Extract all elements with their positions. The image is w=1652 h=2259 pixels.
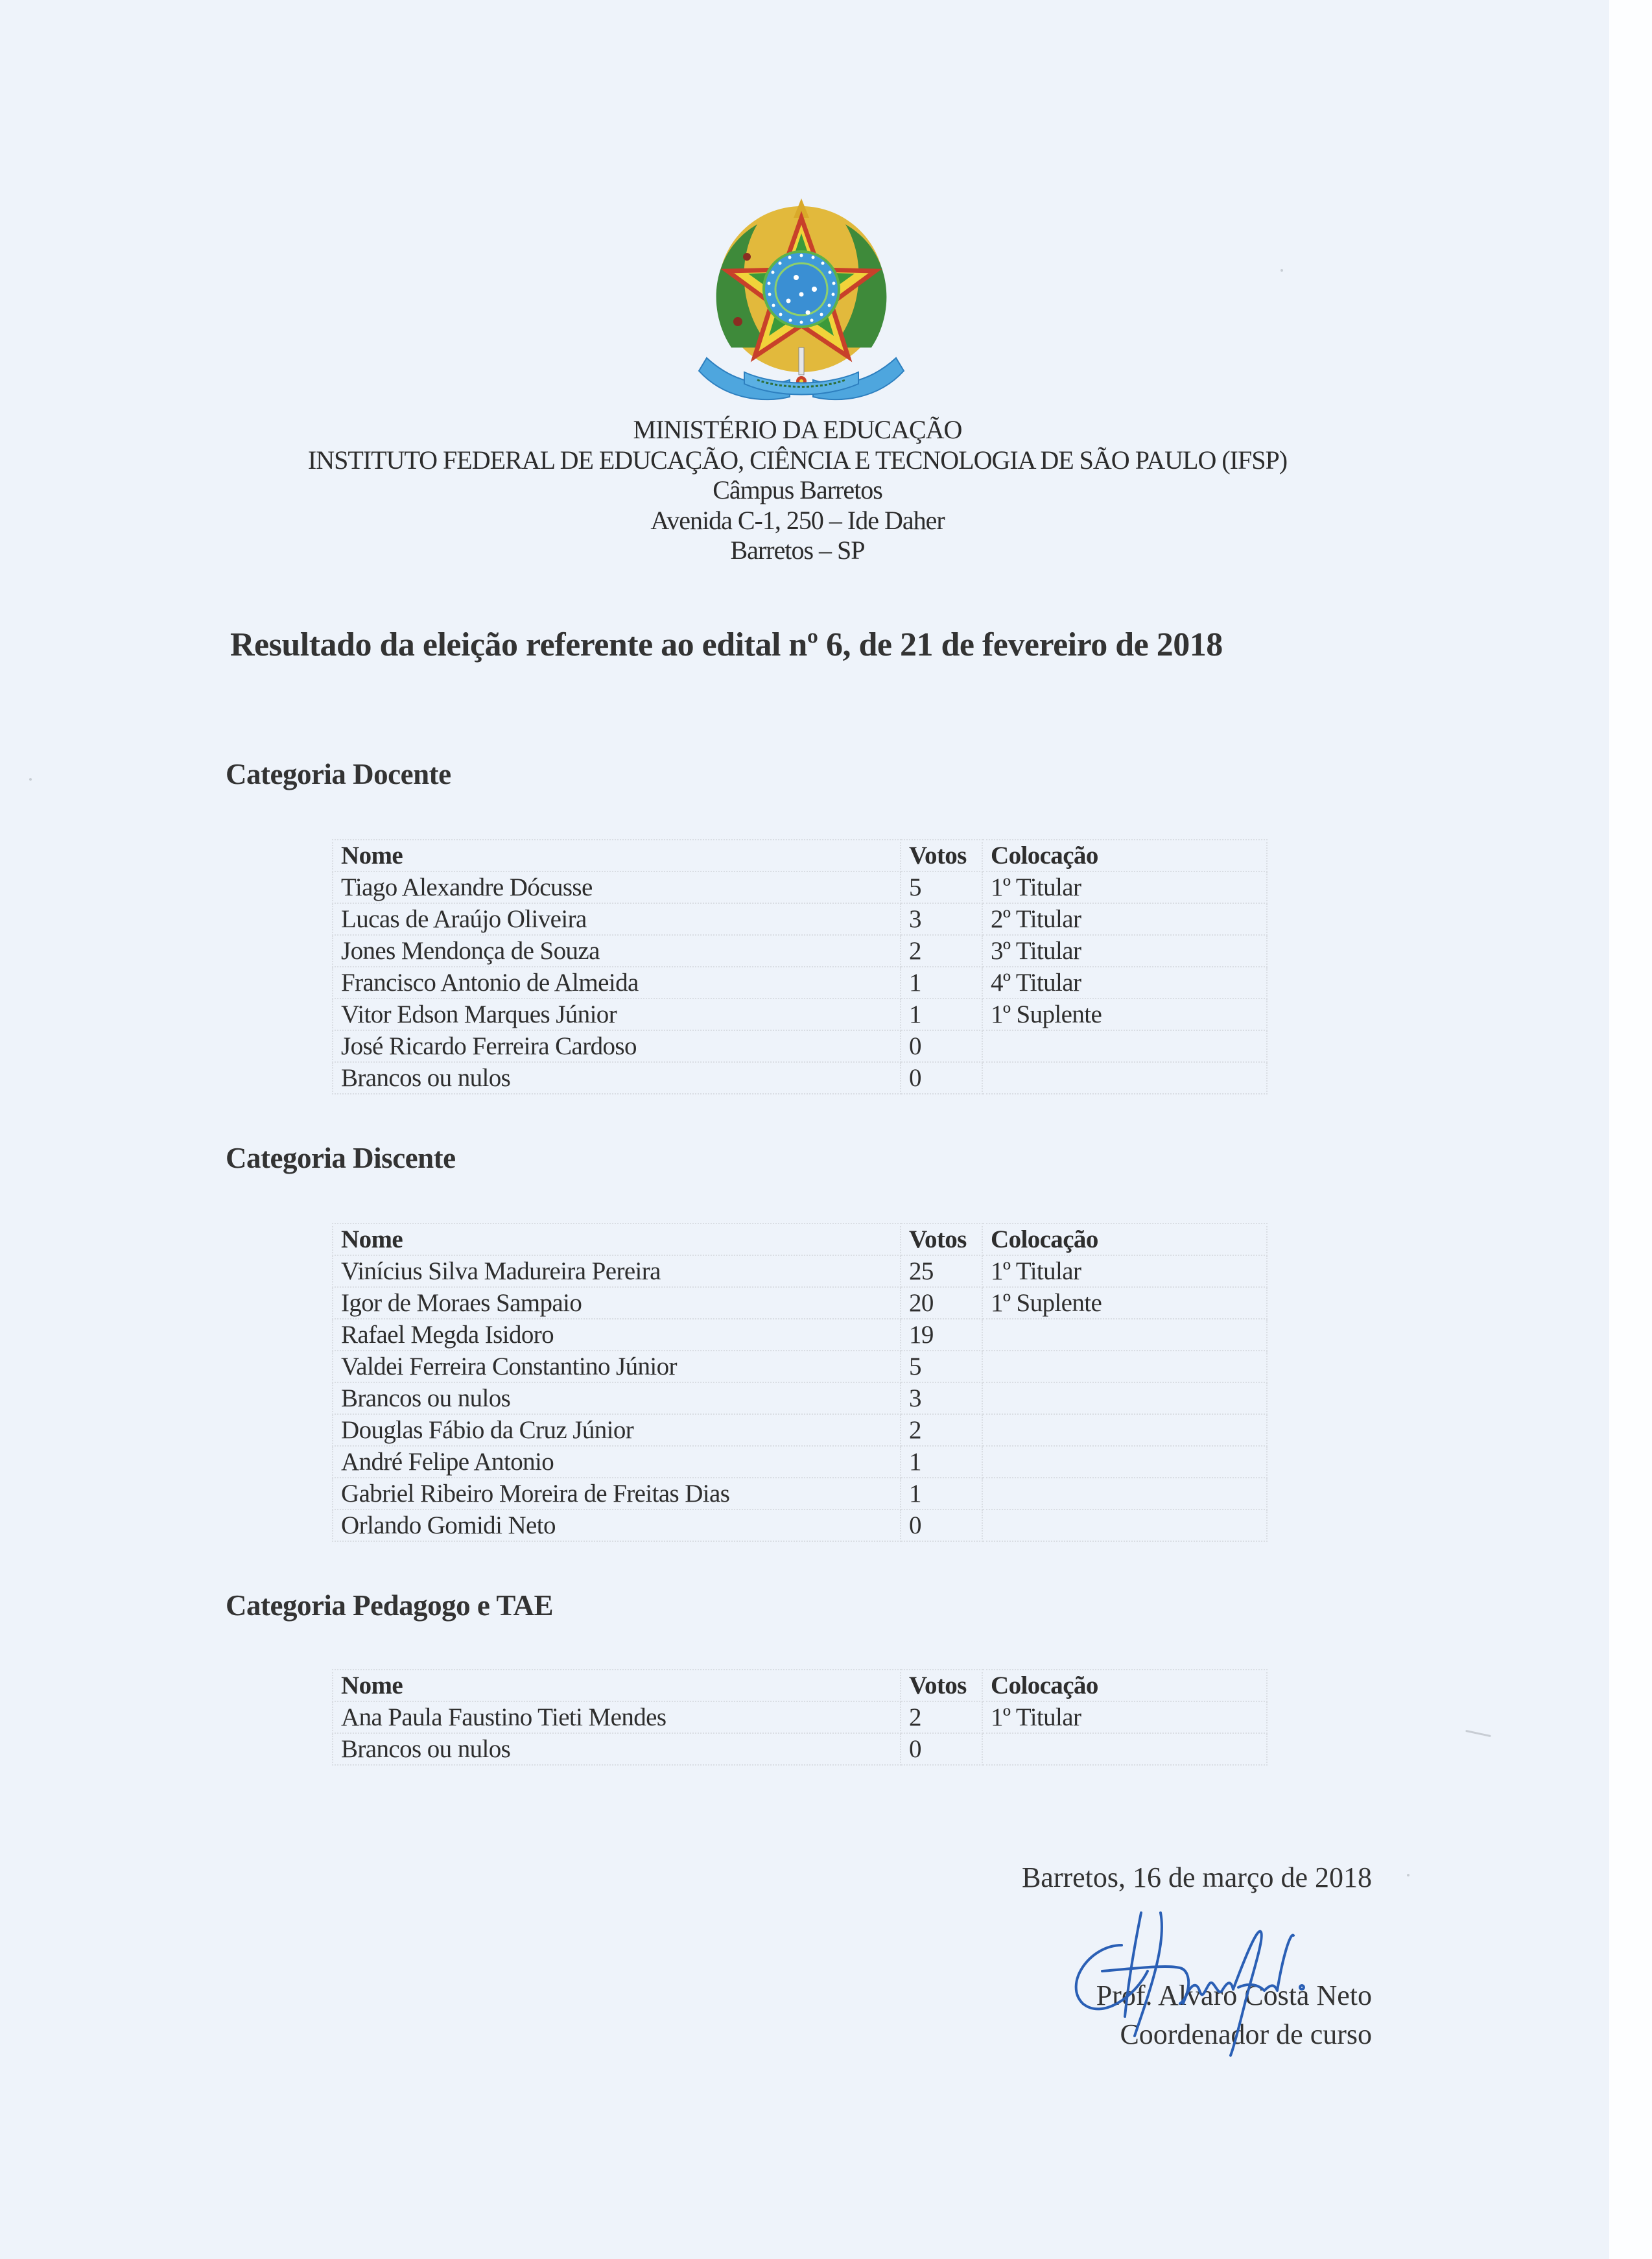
placement: 3º Titular xyxy=(982,935,1267,967)
vote-count: 0 xyxy=(901,1509,982,1541)
vote-count: 25 xyxy=(901,1255,982,1287)
table-header-row xyxy=(333,1670,1267,1701)
candidate-name: Jones Mendonça de Souza xyxy=(333,935,901,967)
results-table-docente xyxy=(332,839,1268,1094)
table-row xyxy=(333,1733,1267,1765)
candidate-name: Douglas Fábio da Cruz Júnior xyxy=(333,1414,901,1446)
vote-count: 1 xyxy=(901,1446,982,1478)
candidate-name: José Ricardo Ferreira Cardoso xyxy=(333,1030,901,1062)
candidate-name: Vitor Edson Marques Júnior xyxy=(333,999,901,1030)
candidate-name: Brancos ou nulos xyxy=(333,1382,901,1414)
city-line: Barretos – SP xyxy=(730,536,865,565)
table-row xyxy=(333,903,1267,935)
category-heading-discente: Categoria Discente xyxy=(226,1142,456,1174)
scan-speck xyxy=(1407,1874,1410,1876)
campus-name: Câmpus Barretos xyxy=(713,475,882,504)
signer-role: Coordenador de curso xyxy=(1120,2018,1372,2050)
vote-count: 2 xyxy=(901,935,982,967)
candidate-name: Rafael Megda Isidoro xyxy=(333,1319,901,1351)
table-row xyxy=(333,1287,1267,1319)
candidate-name: Igor de Moraes Sampaio xyxy=(333,1287,901,1319)
placement: 1º Titular xyxy=(982,1255,1267,1287)
vote-count: 2 xyxy=(901,1701,982,1733)
column-header-votes: Votos xyxy=(901,1670,982,1701)
document-title: Resultado da eleição referente ao edital nº 6, de 21 de fevereiro de 2018 xyxy=(230,626,1223,663)
table-row xyxy=(333,1478,1267,1509)
address-line: Avenida C-1, 250 – Ide Daher xyxy=(650,505,945,535)
candidate-name: Orlando Gomidi Neto xyxy=(333,1509,901,1541)
table-row xyxy=(333,1062,1267,1094)
date-line: Barretos, 16 de março de 2018 xyxy=(1021,1862,1372,1893)
vote-count: 1 xyxy=(901,967,982,999)
results-table-discente xyxy=(332,1223,1268,1542)
table-row xyxy=(333,935,1267,967)
candidate-name: Ana Paula Faustino Tieti Mendes xyxy=(333,1701,901,1733)
table-row xyxy=(333,967,1267,999)
table-header-row xyxy=(333,1224,1267,1255)
scan-speck xyxy=(1465,1730,1491,1737)
ministry-name: MINISTÉRIO DA EDUCAÇÃO xyxy=(633,415,962,444)
column-header-name: Nome xyxy=(333,840,901,871)
institute-name: INSTITUTO FEDERAL DE EDUCAÇÃO, CIÊNCIA E TECNOLOGIA DE SÃO PAULO (IFSP) xyxy=(307,445,1288,475)
placement xyxy=(982,1030,1267,1062)
column-header-name: Nome xyxy=(333,1670,901,1701)
column-header-placement: Colocação xyxy=(982,1224,1267,1255)
placement: 2º Titular xyxy=(982,903,1267,935)
vote-count: 20 xyxy=(901,1287,982,1319)
table-row xyxy=(333,1382,1267,1414)
column-header-placement: Colocação xyxy=(982,840,1267,871)
brazil-coat-of-arms-icon xyxy=(692,192,910,406)
candidate-name: Lucas de Araújo Oliveira xyxy=(333,903,901,935)
placement xyxy=(982,1414,1267,1446)
column-header-placement: Colocação xyxy=(982,1670,1267,1701)
vote-count: 3 xyxy=(901,1382,982,1414)
placement: 1º Titular xyxy=(982,871,1267,903)
table-row xyxy=(333,1701,1267,1733)
vote-count: 19 xyxy=(901,1319,982,1351)
placement: 1º Suplente xyxy=(982,999,1267,1030)
placement xyxy=(982,1351,1267,1382)
scan-speck xyxy=(1280,269,1283,272)
vote-count: 0 xyxy=(901,1062,982,1094)
candidate-name: Brancos ou nulos xyxy=(333,1062,901,1094)
placement xyxy=(982,1062,1267,1094)
column-header-votes: Votos xyxy=(901,1224,982,1255)
candidate-name: Valdei Ferreira Constantino Júnior xyxy=(333,1351,901,1382)
candidate-name: André Felipe Antonio xyxy=(333,1446,901,1478)
handwritten-signature-icon xyxy=(1063,1906,1400,2062)
vote-count: 0 xyxy=(901,1733,982,1765)
placement xyxy=(982,1509,1267,1541)
vote-count: 5 xyxy=(901,871,982,903)
table-row xyxy=(333,999,1267,1030)
candidate-name: Francisco Antonio de Almeida xyxy=(333,967,901,999)
column-header-name: Nome xyxy=(333,1224,901,1255)
table-row xyxy=(333,1446,1267,1478)
table-row xyxy=(333,871,1267,903)
table-row xyxy=(333,1509,1267,1541)
placement xyxy=(982,1446,1267,1478)
placement: 4º Titular xyxy=(982,967,1267,999)
candidate-name: Brancos ou nulos xyxy=(333,1733,901,1765)
vote-count: 1 xyxy=(901,999,982,1030)
vote-count: 3 xyxy=(901,903,982,935)
placement: 1º Suplente xyxy=(982,1287,1267,1319)
vote-count: 2 xyxy=(901,1414,982,1446)
placement xyxy=(982,1478,1267,1509)
table-row xyxy=(333,1255,1267,1287)
institution-header xyxy=(0,415,1595,566)
vote-count: 5 xyxy=(901,1351,982,1382)
results-table-pedagogo-tae xyxy=(332,1669,1268,1766)
table-row xyxy=(333,1351,1267,1382)
column-header-votes: Votos xyxy=(901,840,982,871)
candidate-name: Vinícius Silva Madureira Pereira xyxy=(333,1255,901,1287)
scan-edge xyxy=(1609,0,1652,2259)
table-row xyxy=(333,1319,1267,1351)
signer-name: Prof. Alvaro Costa Neto xyxy=(1096,1980,1372,2011)
candidate-name: Tiago Alexandre Dócusse xyxy=(333,871,901,903)
placement xyxy=(982,1319,1267,1351)
placement xyxy=(982,1733,1267,1765)
vote-count: 0 xyxy=(901,1030,982,1062)
table-row xyxy=(333,1414,1267,1446)
placement: 1º Titular xyxy=(982,1701,1267,1733)
category-heading-pedagogo-tae: Categoria Pedagogo e TAE xyxy=(226,1589,554,1622)
placement xyxy=(982,1382,1267,1414)
scan-speck xyxy=(29,778,32,781)
vote-count: 1 xyxy=(901,1478,982,1509)
candidate-name: Gabriel Ribeiro Moreira de Freitas Dias xyxy=(333,1478,901,1509)
category-heading-docente: Categoria Docente xyxy=(226,758,451,790)
table-header-row xyxy=(333,840,1267,871)
table-row xyxy=(333,1030,1267,1062)
